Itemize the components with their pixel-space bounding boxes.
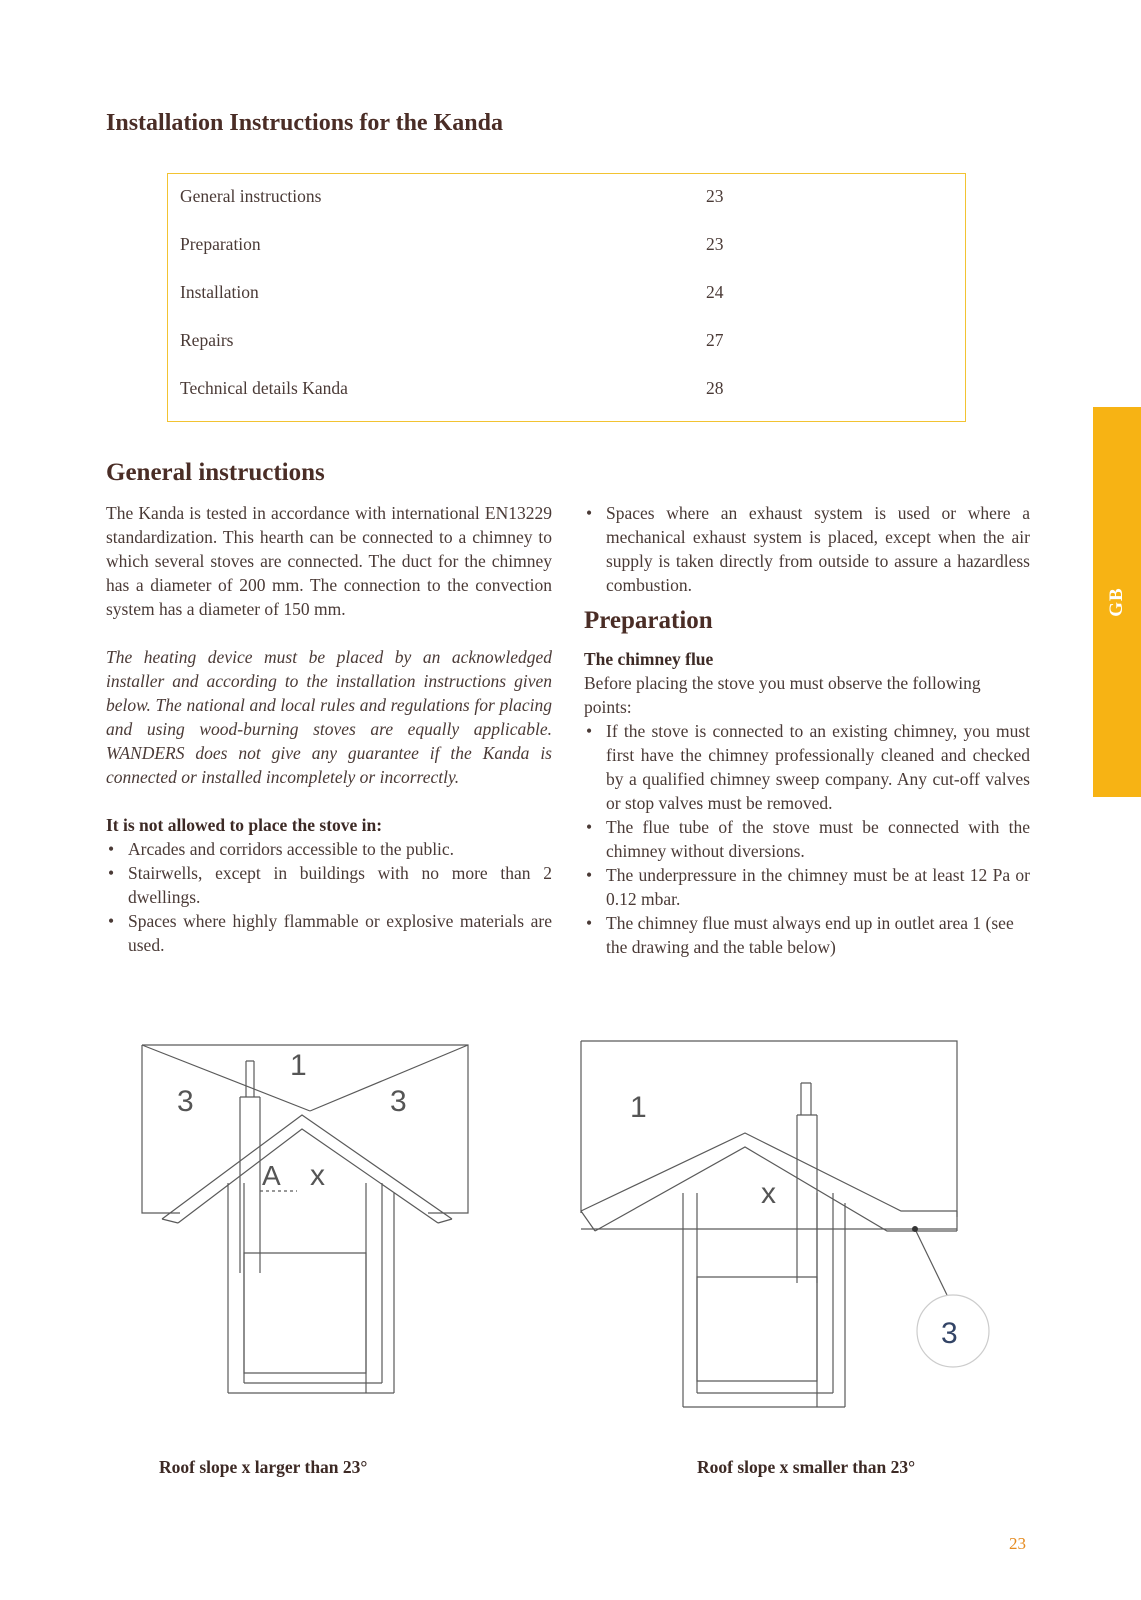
stove-box <box>244 1253 366 1373</box>
roof-diagram-steep <box>132 1033 492 1429</box>
roof-inner <box>595 1147 957 1231</box>
list-item: • The underpressure in the chimney must be at least 12 Pa or 0.12 mbar. <box>584 863 1030 911</box>
language-tab-label: GB <box>1106 587 1127 617</box>
list-item: • Spaces where an exhaust system is used or where a mechanical exhaust system is placed, except when the air supply is taken directly from outside to assure a hazardless combustion. <box>584 501 1030 597</box>
toc-page: 23 <box>706 186 724 206</box>
diagram-caption-left: Roof slope x larger than 23° <box>159 1457 368 1477</box>
roof-outer <box>162 1115 452 1219</box>
zone-3-right-label: 3 <box>390 1085 407 1118</box>
outlet-area-diagonal-right <box>310 1045 468 1111</box>
preparation-intro: Before placing the stove you must observe the following points: <box>584 673 981 717</box>
table-of-contents <box>167 173 966 422</box>
page-number: 23 <box>1009 1534 1026 1553</box>
toc-page: 23 <box>706 234 724 254</box>
toc-page: 28 <box>706 378 724 398</box>
general-instructions-heading: General instructions <box>106 459 325 486</box>
chimney-flue-heading: The chimney flue <box>584 649 714 669</box>
pointer-line <box>915 1229 947 1295</box>
list-item: • Stairwells, except in buildings with no more than 2 dwellings. <box>106 861 552 909</box>
toc-label: Preparation <box>180 234 261 254</box>
roof-diagram-shallow <box>575 1033 1015 1429</box>
zone-3-label: 3 <box>941 1317 958 1350</box>
list-item: • The chimney flue must always end up in outlet area 1 (see the drawing and the table below) <box>584 911 1030 959</box>
toc-page: 27 <box>706 330 724 350</box>
preparation-heading: Preparation <box>584 607 713 634</box>
toc-label: General instructions <box>180 186 322 206</box>
house-base <box>228 1383 394 1393</box>
zone-1-label: 1 <box>290 1049 307 1082</box>
list-item: • Arcades and corridors accessible to the public. <box>106 837 552 861</box>
roof-slope-x-label: x <box>310 1159 325 1192</box>
chimney-pipe <box>240 1097 260 1273</box>
list-item: • Spaces where highly flammable or explosive materials are used. <box>106 909 552 957</box>
zone-3-left-label: 3 <box>177 1085 194 1118</box>
roof-slope-x-label: x <box>761 1177 776 1210</box>
language-tab[interactable] <box>1093 407 1141 797</box>
house-wall-left <box>228 1183 244 1393</box>
zone-1-label: 1 <box>630 1091 647 1124</box>
toc-page: 24 <box>706 282 724 302</box>
not-allowed-heading: It is not allowed to place the stove in: <box>106 815 383 835</box>
right-column <box>584 501 1030 959</box>
chimney-pipe <box>797 1115 817 1283</box>
toc-label: Repairs <box>180 330 234 350</box>
toc-label: Technical details Kanda <box>180 378 348 398</box>
general-disclaimer: The heating device must be placed by an acknowledged installer and according to the installation instructions given below. The national and local rules and regulations for placing and using wood-burning stoves are equally applicable. WANDERS does not give any guarantee if the Kanda is connected or installed incompletely or incorrectly. <box>106 647 552 787</box>
not-allowed-list <box>106 837 552 957</box>
outlet-area-diagonal-left <box>142 1045 310 1111</box>
not-allowed-list-continued <box>584 501 1030 597</box>
roof-inner <box>178 1129 438 1223</box>
house-wall-right <box>817 1193 845 1407</box>
dimension-a-label: A <box>262 1160 281 1191</box>
chimney-cap <box>246 1061 254 1097</box>
left-column <box>106 501 552 957</box>
page-title: Installation Instructions for the Kanda <box>106 110 503 136</box>
preparation-points <box>584 719 1030 959</box>
stove-box <box>697 1277 817 1381</box>
chimney-cap <box>801 1083 811 1115</box>
house-wall-right <box>366 1183 394 1393</box>
diagram-caption-right: Roof slope x smaller than 23° <box>697 1457 916 1477</box>
toc-label: Installation <box>180 282 259 302</box>
house-wall-left <box>683 1193 697 1407</box>
general-intro: The Kanda is tested in accordance with international EN13229 standardization. This hearth can be connected to a chimney to which several stoves are connected. The duct for the chimney has a diameter of 200 mm. The connection to the convection system has a diameter of 150 mm. <box>106 503 552 619</box>
list-item: • If the stove is connected to an existing chimney, you must first have the chimney professionally cleaned and checked by a qualified chimney sweep company. Any cut-off valves or stop valves must be removed. <box>584 719 1030 815</box>
house-base <box>683 1393 845 1407</box>
list-item: • The flue tube of the stove must be connected with the chimney without diversions. <box>584 815 1030 863</box>
